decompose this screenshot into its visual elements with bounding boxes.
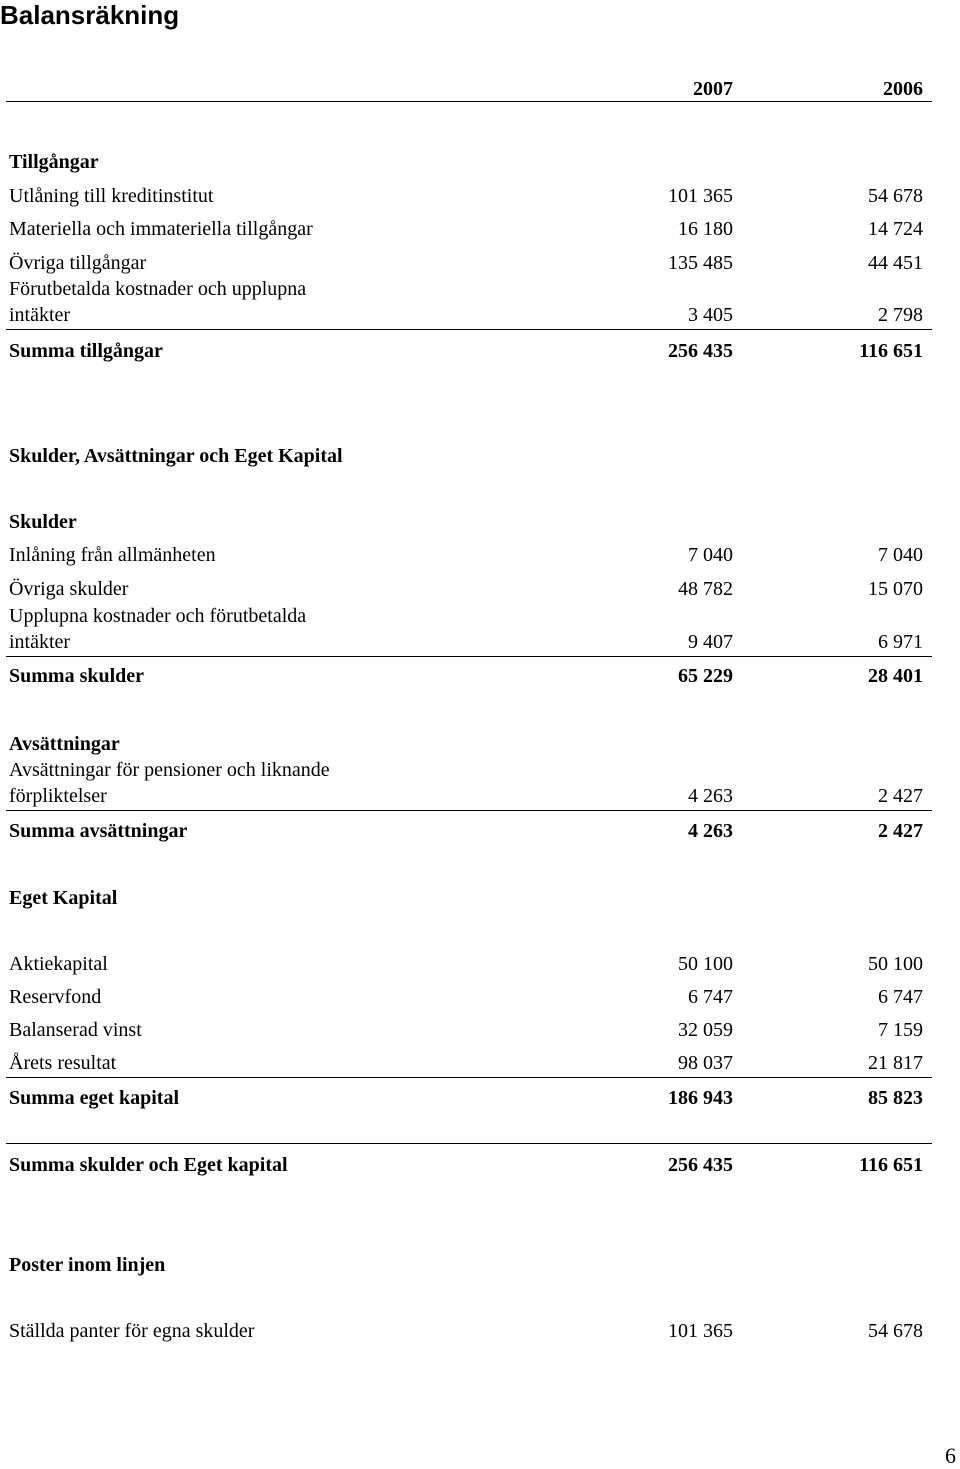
row-label: intäkter (9, 631, 71, 653)
section-heading-label: Tillgångar (9, 151, 99, 173)
row-label: Aktiekapital (9, 953, 108, 975)
value-2007: 48 782 (678, 578, 733, 600)
value-2007: 7 040 (688, 544, 733, 566)
value-2006: 14 724 (868, 218, 923, 240)
total-value-2006: 116 651 (859, 340, 923, 362)
row-label: Upplupna kostnader och förutbetalda (9, 605, 307, 627)
page-number: 6 (945, 1443, 956, 1468)
total-value-2006: 2 427 (878, 820, 923, 842)
section-heading-label: Eget Kapital (9, 887, 118, 909)
value-2007: 101 365 (668, 1320, 733, 1342)
header-rule (6, 101, 932, 102)
value-2007: 6 747 (688, 986, 733, 1008)
value-2007: 3 405 (688, 304, 733, 326)
row-label: förpliktelser (9, 785, 107, 807)
total-value-2007: 65 229 (678, 665, 733, 687)
value-2006: 50 100 (868, 953, 923, 975)
row-label: Övriga tillgångar (9, 252, 147, 274)
total-rule (6, 329, 932, 330)
section-heading-label: Skulder (9, 511, 77, 533)
row-label: Avsättningar för pensioner och liknande (9, 759, 330, 781)
column-header-2007: 2007 (693, 78, 733, 100)
value-2006: 54 678 (868, 1320, 923, 1342)
value-2007: 16 180 (678, 218, 733, 240)
grand-total-rule (6, 1143, 932, 1144)
value-2007: 135 485 (668, 252, 733, 274)
value-2007: 98 037 (678, 1052, 733, 1074)
total-value-2007: 186 943 (668, 1087, 733, 1109)
total-value-2006: 28 401 (868, 665, 923, 687)
row-label: Förutbetalda kostnader och upplupna (9, 278, 307, 300)
value-2007: 101 365 (668, 185, 733, 207)
row-label: intäkter (9, 304, 71, 326)
total-value-2006: 85 823 (868, 1087, 923, 1109)
total-value-2007: 256 435 (668, 1154, 733, 1176)
row-label: Årets resultat (9, 1052, 117, 1074)
value-2007: 4 263 (688, 785, 733, 807)
value-2006: 7 040 (878, 544, 923, 566)
total-label: Summa avsättningar (9, 820, 188, 842)
page-title: Balansräkning (0, 0, 180, 30)
section-heading-label: Avsättningar (9, 733, 120, 755)
total-rule (6, 1077, 932, 1078)
total-value-2007: 4 263 (688, 820, 733, 842)
total-value-2007: 256 435 (668, 340, 733, 362)
total-rule (6, 810, 932, 811)
total-rule (6, 656, 932, 657)
total-label: Summa eget kapital (9, 1087, 179, 1109)
value-2007: 50 100 (678, 953, 733, 975)
value-2006: 6 971 (878, 631, 923, 653)
section-heading-label: Skulder, Avsättningar och Eget Kapital (9, 445, 343, 467)
value-2007: 9 407 (688, 631, 733, 653)
value-2007: 32 059 (678, 1019, 733, 1041)
row-label: Utlåning till kreditinstitut (9, 185, 214, 207)
total-label: Summa skulder och Eget kapital (9, 1154, 288, 1176)
value-2006: 54 678 (868, 185, 923, 207)
value-2006: 21 817 (868, 1052, 923, 1074)
section-heading-label: Poster inom linjen (9, 1254, 166, 1276)
row-label: Ställda panter för egna skulder (9, 1320, 255, 1342)
row-label: Inlåning från allmänheten (9, 544, 216, 566)
value-2006: 2 798 (878, 304, 923, 326)
value-2006: 2 427 (878, 785, 923, 807)
value-2006: 44 451 (868, 252, 923, 274)
row-label: Balanserad vinst (9, 1019, 142, 1041)
total-label: Summa tillgångar (9, 340, 163, 362)
value-2006: 15 070 (868, 578, 923, 600)
total-value-2006: 116 651 (859, 1154, 923, 1176)
total-label: Summa skulder (9, 665, 145, 687)
value-2006: 7 159 (878, 1019, 923, 1041)
column-header-2006: 2006 (883, 78, 923, 100)
row-label: Reservfond (9, 986, 102, 1008)
value-2006: 6 747 (878, 986, 923, 1008)
row-label: Materiella och immateriella tillgångar (9, 218, 313, 240)
row-label: Övriga skulder (9, 578, 129, 600)
